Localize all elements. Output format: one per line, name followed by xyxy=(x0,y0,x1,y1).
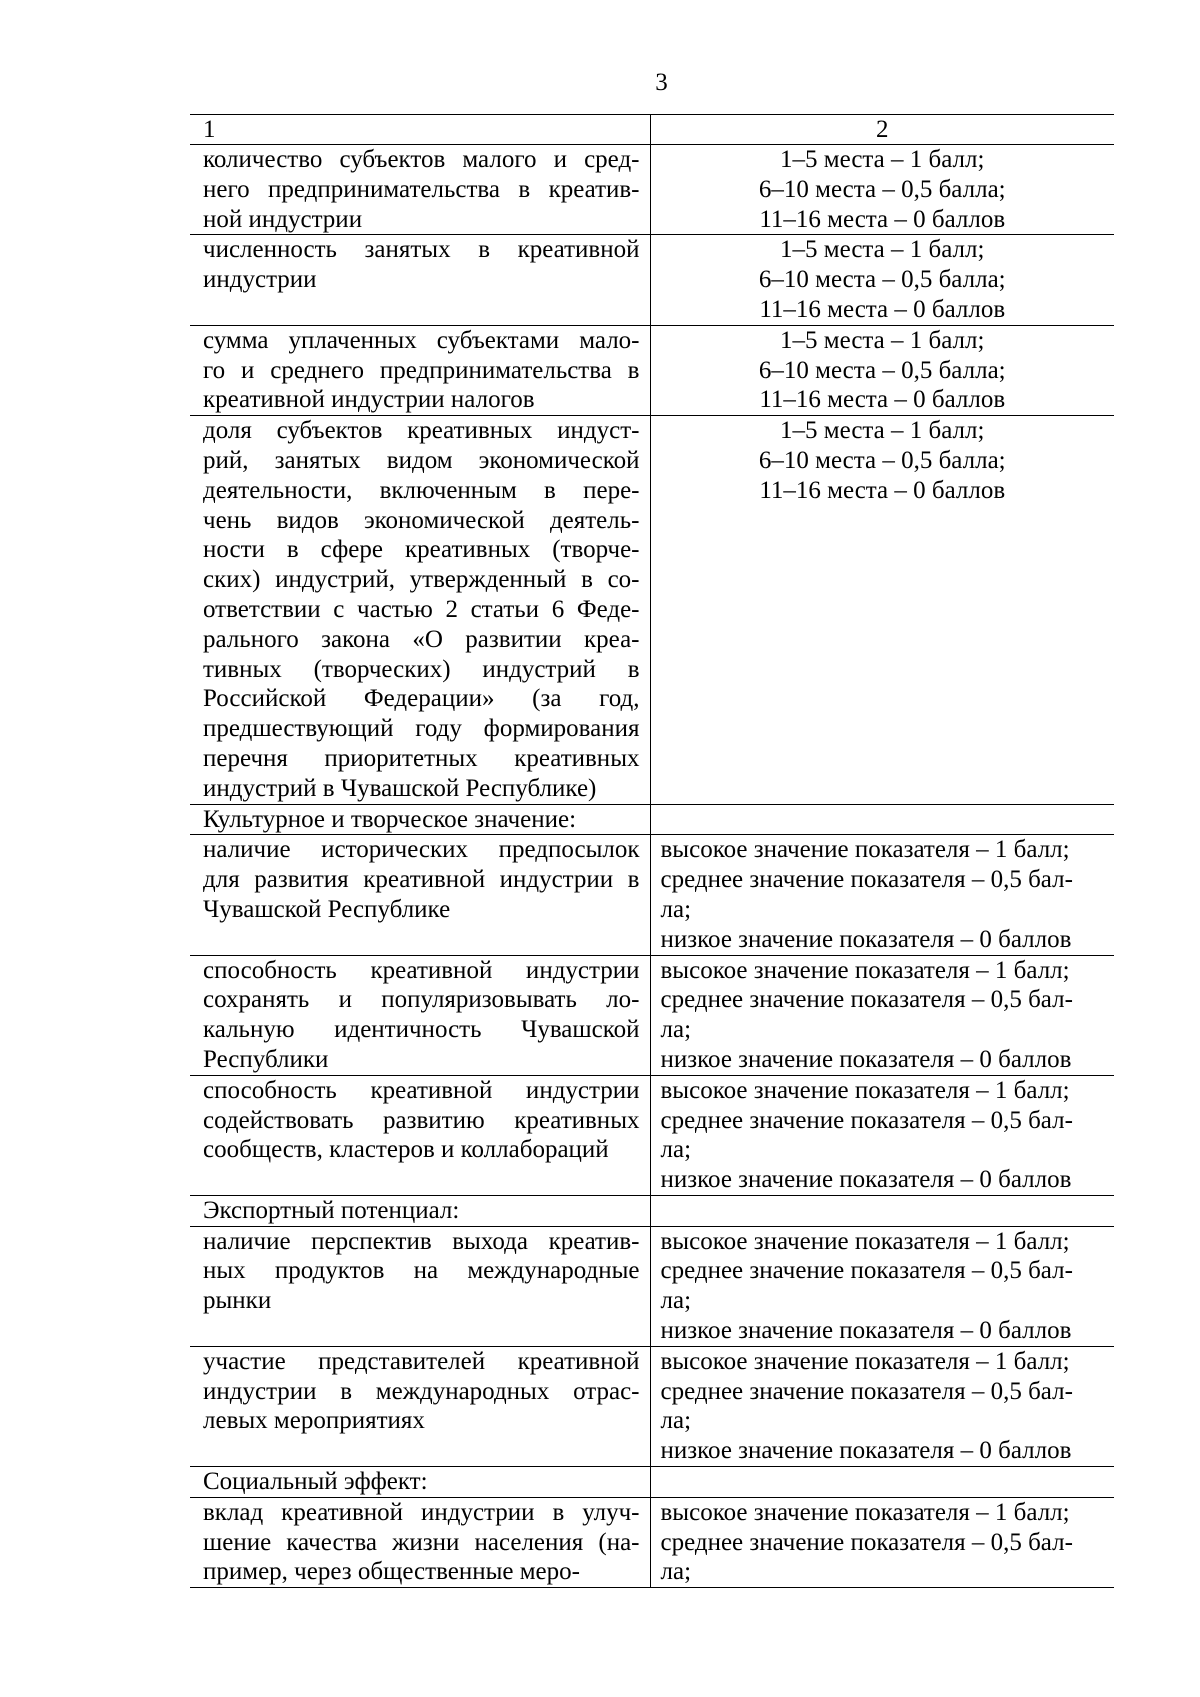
section-title: Экспортный потенциал: xyxy=(190,1195,650,1226)
cell-text-line: деятельности, включенным в пере- xyxy=(203,476,640,504)
cell-text-line: 6–10 места – 0,5 балла; xyxy=(758,356,1006,384)
cell-text-line: креативной индустрии налогов xyxy=(203,386,535,414)
cell-text-line: левых мероприятиях xyxy=(203,1407,425,1435)
criteria-table-body xyxy=(190,115,1114,1588)
empty-cell xyxy=(650,1467,1114,1498)
section-title: Культурное и творческое значение: xyxy=(190,804,650,835)
cell-text-line: 1–5 места – 1 балл; xyxy=(780,146,985,173)
criterion-cell xyxy=(190,835,650,955)
section-row xyxy=(190,1467,1114,1498)
cell-text-line: 1–5 места – 1 балл; xyxy=(780,326,985,354)
cell-text-line: ности в сфере креативных (творче- xyxy=(203,536,640,564)
table-row xyxy=(190,835,1114,955)
cell-text-line: 11–16 места – 0 баллов xyxy=(759,205,1006,233)
cell-text-line: высокое значение показателя – 1 балл; xyxy=(660,836,1070,864)
table-row xyxy=(190,1346,1114,1466)
cell-text-line: содействовать развитию креативных xyxy=(203,1106,640,1134)
cell-text-line: низкое значение показателя – 0 баллов xyxy=(660,925,1072,953)
score-cell xyxy=(650,416,1114,804)
table-row xyxy=(190,416,1114,804)
cell-text-line: перечня приоритетных креативных xyxy=(203,744,640,772)
table-row xyxy=(190,235,1114,325)
cell-text-line: ла; xyxy=(660,1016,692,1044)
cell-text-line: Чувашской Республике xyxy=(203,895,451,923)
cell-text-line: наличие исторических предпосылок xyxy=(203,836,640,864)
cell-text-line: пример, через общественные меро- xyxy=(203,1558,580,1586)
cell-text-line: рынки xyxy=(203,1287,272,1315)
cell-text-line: Республики xyxy=(203,1045,329,1073)
cell-text-line: индустрии в международных отрас- xyxy=(203,1377,640,1405)
score-cell xyxy=(650,235,1114,325)
cell-text-line: среднее значение показателя – 0,5 бал- xyxy=(660,1106,1073,1134)
cell-text-line: среднее значение показателя – 0,5 бал- xyxy=(660,1377,1073,1405)
score-cell xyxy=(650,325,1114,415)
cell-text-line: ла; xyxy=(660,895,692,923)
cell-text-line: среднее значение показателя – 0,5 бал- xyxy=(660,986,1073,1014)
cell-text-line: высокое значение показателя – 1 балл; xyxy=(660,1347,1070,1375)
criterion-cell xyxy=(190,1075,650,1195)
cell-text-line: сохранять и популяризовывать ло- xyxy=(203,986,640,1014)
criterion-cell xyxy=(190,145,650,235)
section-title: Социальный эффект: xyxy=(190,1467,650,1498)
criterion-cell xyxy=(190,325,650,415)
criterion-cell xyxy=(190,1497,650,1587)
cell-text-line: ских) индустрий, утвержденный в со- xyxy=(203,566,640,594)
score-cell xyxy=(650,1226,1114,1346)
cell-text-line: низкое значение показателя – 0 баллов xyxy=(660,1045,1072,1073)
cell-text-line: 6–10 места – 0,5 балла; xyxy=(758,446,1006,474)
cell-text-line: Российской Федерации» (за год, xyxy=(203,685,640,713)
cell-text-line: него предпринимательства в креатив- xyxy=(203,175,640,203)
table-row xyxy=(190,325,1114,415)
cell-text-line: рального закона «О развитии креа- xyxy=(203,625,640,653)
cell-text-line: го и среднего предпринимательства в xyxy=(203,356,640,384)
cell-text-line: высокое значение показателя – 1 балл; xyxy=(660,1076,1070,1104)
score-cell xyxy=(650,1075,1114,1195)
cell-text-line: высокое значение показателя – 1 балл; xyxy=(660,1227,1070,1255)
cell-text-line: чень видов экономической деятель- xyxy=(203,506,640,534)
cell-text-line: среднее значение показателя – 0,5 бал- xyxy=(660,866,1073,894)
table-header-row xyxy=(190,115,1114,145)
score-cell xyxy=(650,835,1114,955)
cell-text-line: низкое значение показателя – 0 баллов xyxy=(660,1166,1072,1194)
cell-text-line: низкое значение показателя – 0 баллов xyxy=(660,1437,1072,1465)
cell-text-line: 11–16 места – 0 баллов xyxy=(759,476,1006,504)
criterion-cell xyxy=(190,235,650,325)
criterion-cell xyxy=(190,1226,650,1346)
cell-text-line: ответствии с частью 2 статьи 6 Феде- xyxy=(203,595,640,623)
cell-text-line: 6–10 места – 0,5 балла; xyxy=(758,266,1006,294)
criteria-table xyxy=(190,114,1114,1588)
cell-text-line: 1–5 места – 1 балл; xyxy=(780,417,985,445)
table-row xyxy=(190,1075,1114,1195)
cell-text-line: кальную идентичность Чувашской xyxy=(203,1016,640,1044)
cell-text-line: 6–10 места – 0,5 балла; xyxy=(758,175,1006,203)
table-row xyxy=(190,1497,1114,1587)
cell-text-line: высокое значение показателя – 1 балл; xyxy=(660,956,1070,984)
cell-text-line: способность креативной индустрии xyxy=(203,956,640,984)
cell-text-line: наличие перспектив выхода креатив- xyxy=(203,1227,640,1255)
cell-text-line: высокое значение показателя – 1 балл; xyxy=(660,1498,1070,1526)
score-cell xyxy=(650,1497,1114,1587)
cell-text-line: вклад креативной индустрии в улуч- xyxy=(203,1498,640,1526)
cell-text-line: 11–16 места – 0 баллов xyxy=(759,386,1006,414)
table-row xyxy=(190,1226,1114,1346)
cell-text-line: 1–5 места – 1 балл; xyxy=(780,236,985,264)
criterion-cell xyxy=(190,1346,650,1466)
cell-text-line: сообществ, кластеров и коллабораций xyxy=(203,1136,609,1164)
score-cell xyxy=(650,1346,1114,1466)
section-row xyxy=(190,804,1114,835)
header-cell-2: 2 xyxy=(650,115,1114,145)
table-row xyxy=(190,955,1114,1075)
cell-text-line: предшествующий году формирования xyxy=(203,715,640,743)
cell-text-line: рий, занятых видом экономической xyxy=(203,446,640,474)
cell-text-line: среднее значение показателя – 0,5 бал- xyxy=(660,1528,1073,1556)
cell-text-line: способность креативной индустрии xyxy=(203,1076,640,1104)
cell-text-line: индустрий в Чувашской Республике) xyxy=(203,774,597,802)
cell-text-line: ной индустрии xyxy=(203,205,363,233)
cell-text-line: 11–16 места – 0 баллов xyxy=(759,295,1006,323)
cell-text-line: численность занятых в креативной xyxy=(203,236,640,264)
cell-text-line: низкое значение показателя – 0 баллов xyxy=(660,1317,1072,1345)
cell-text-line: ла; xyxy=(660,1136,692,1164)
cell-text-line: индустрии xyxy=(203,266,317,294)
criterion-cell xyxy=(190,955,650,1075)
cell-text-line: ла; xyxy=(660,1407,692,1435)
cell-text-line: шение качества жизни населения (на- xyxy=(203,1528,640,1556)
cell-text-line: участие представителей креативной xyxy=(203,1347,640,1375)
score-cell xyxy=(650,145,1114,235)
cell-text-line: доля субъектов креативных индуст- xyxy=(203,417,640,445)
cell-text-line: ных продуктов на международные xyxy=(203,1257,640,1285)
score-cell xyxy=(650,955,1114,1075)
cell-text-line: количество субъектов малого и сред- xyxy=(203,146,640,173)
cell-text-line: среднее значение показателя – 0,5 бал- xyxy=(660,1257,1073,1285)
empty-cell xyxy=(650,804,1114,835)
page-number: 3 xyxy=(655,69,668,96)
cell-text-line: сумма уплаченных субъектами мало- xyxy=(203,326,640,354)
section-row xyxy=(190,1195,1114,1226)
empty-cell xyxy=(650,1195,1114,1226)
table-row xyxy=(190,145,1114,235)
cell-text-line: ла; xyxy=(660,1558,692,1586)
cell-text-line: для развития креативной индустрии в xyxy=(203,866,640,894)
cell-text-line: ла; xyxy=(660,1287,692,1315)
header-cell-1: 1 xyxy=(190,115,650,145)
cell-text-line: тивных (творческих) индустрий в xyxy=(203,655,640,683)
criterion-cell xyxy=(190,416,650,804)
